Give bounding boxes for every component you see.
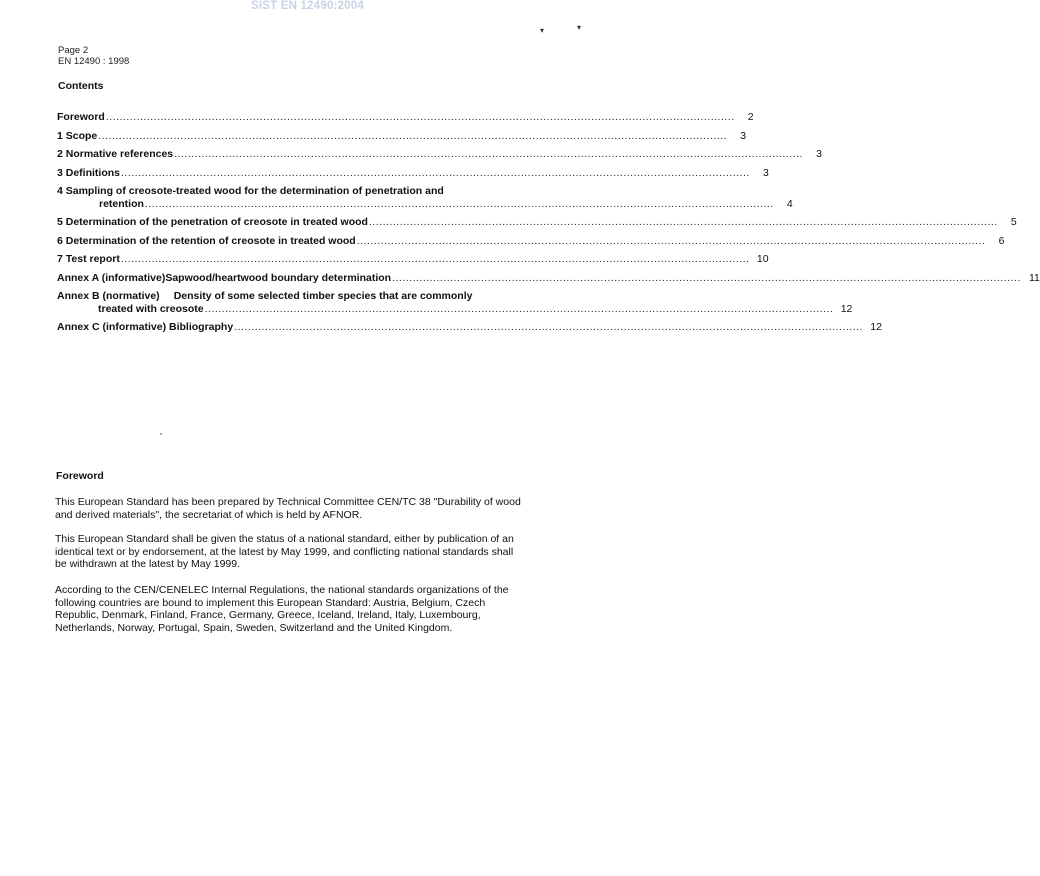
toc-leader: ........................................................................................................................................................................................	[368, 216, 998, 228]
toc-entry-retention[interactable]	[57, 234, 1005, 248]
toc-entry-annex-a[interactable]	[57, 271, 1040, 285]
scan-speck: ▾	[540, 26, 545, 35]
toc-entry-title: Sapwood/heartwood boundary determination	[165, 271, 392, 284]
toc-entry-label: 2 Normative references	[57, 148, 174, 160]
toc-leader: ........................................................................................................................................................................................	[392, 271, 1021, 284]
toc-page-number: 12	[840, 302, 853, 315]
toc-leader: ........................................................................................................................................................................................	[121, 166, 750, 179]
toc-page-number: 12	[870, 321, 882, 333]
toc-leader: ........................................................................................................................................................................................	[144, 197, 774, 210]
toc-entry-sampling[interactable]	[57, 185, 793, 210]
toc-leader: ........................................................................................................................................................................................	[204, 302, 834, 315]
toc-entry-penetration[interactable]	[57, 216, 1017, 229]
scan-speck: ▾	[577, 23, 582, 32]
toc-leader: ........................................................................................................................................................................................	[174, 148, 803, 160]
toc-entry-label: 7 Test report	[57, 253, 120, 265]
toc-entry-label: 6 Determination of the retention of creosote in treated wood	[57, 234, 356, 247]
toc-entry-label: Annex B (normative)	[57, 290, 160, 302]
toc-page-number: 5	[1010, 216, 1017, 228]
contents-heading: Contents	[58, 80, 104, 92]
foreword-paragraph: This European Standard has been prepared by Technical Committee CEN/TC 38 "Durability of wood and derived materials", the secretariat of which is held by AFNOR.	[55, 496, 521, 521]
table-of-contents	[57, 111, 1040, 334]
toc-leader: ........................................................................................................................................................................................	[105, 111, 735, 123]
toc-page-number: 2	[747, 111, 754, 123]
foreword-heading: Foreword	[56, 470, 104, 482]
scan-speck	[160, 433, 162, 435]
toc-page-number: 6	[998, 234, 1005, 247]
toc-entry-label-continued: retention	[99, 197, 144, 210]
toc-page-number: 11	[1028, 271, 1040, 284]
foreword-paragraph: This European Standard shall be given the status of a national standard, either by publication of an identical text or by endorsement, at the latest by May 1999, and conflicting national standards shall be withdrawn at the latest by May 1999.	[55, 533, 514, 570]
toc-page-number: 4	[786, 197, 793, 210]
toc-leader: ........................................................................................................................................................................................	[120, 253, 750, 265]
page-number: Page 2	[58, 45, 89, 56]
toc-leader: ........................................................................................................................................................................................	[356, 234, 986, 247]
toc-entry-normative-references[interactable]	[57, 148, 822, 161]
toc-entry-foreword[interactable]	[57, 111, 754, 124]
toc-page-number: 3	[762, 166, 769, 179]
toc-entry-title: Density of some selected timber species that are commonly	[173, 290, 473, 302]
toc-entry-label-continued: treated with creosote	[98, 302, 204, 315]
page-header	[58, 45, 129, 67]
toc-entry-label: 1 Scope	[57, 129, 98, 142]
toc-page-number: 3	[816, 148, 822, 160]
toc-page-number: 10	[756, 253, 769, 265]
toc-entry-definitions[interactable]	[57, 166, 769, 180]
toc-entry-label: 3 Definitions	[57, 166, 121, 179]
toc-entry-scope[interactable]	[57, 129, 747, 143]
foreword-paragraph: According to the CEN/CENELEC Internal Regulations, the national standards organizations of the following countries are bound to implement this European Standard: Austria, Belgium, Czech Republic, Denmark, Finland, France, Germany, Greece, Iceland, Ireland, Italy, Luxembourg, Netherlands, Norway, Portugal, Spain, Sweden, Switzerland and the United Kingdom.	[55, 584, 509, 634]
toc-entry-annex-b[interactable]	[57, 290, 853, 315]
toc-entry-label: 4 Sampling of creosote-treated wood for the determination of penetration and	[57, 185, 444, 197]
toc-entry-annex-c[interactable]	[57, 321, 882, 334]
toc-page-number: 3	[740, 129, 747, 142]
toc-leader: ........................................................................................................................................................................................	[98, 129, 728, 142]
watermark: SIST EN 12490:2004	[251, 0, 364, 12]
toc-entry-test-report[interactable]	[57, 253, 769, 266]
toc-entry-label: Foreword	[57, 111, 105, 123]
toc-leader: ........................................................................................................................................................................................	[234, 321, 863, 333]
toc-entry-label: 5 Determination of the penetration of creosote in treated wood	[57, 216, 368, 228]
toc-entry-label: Annex A (informative)	[57, 271, 166, 284]
toc-entry-label: Annex C (informative) Bibliography	[57, 321, 234, 333]
standard-number: EN 12490 : 1998	[58, 56, 130, 67]
